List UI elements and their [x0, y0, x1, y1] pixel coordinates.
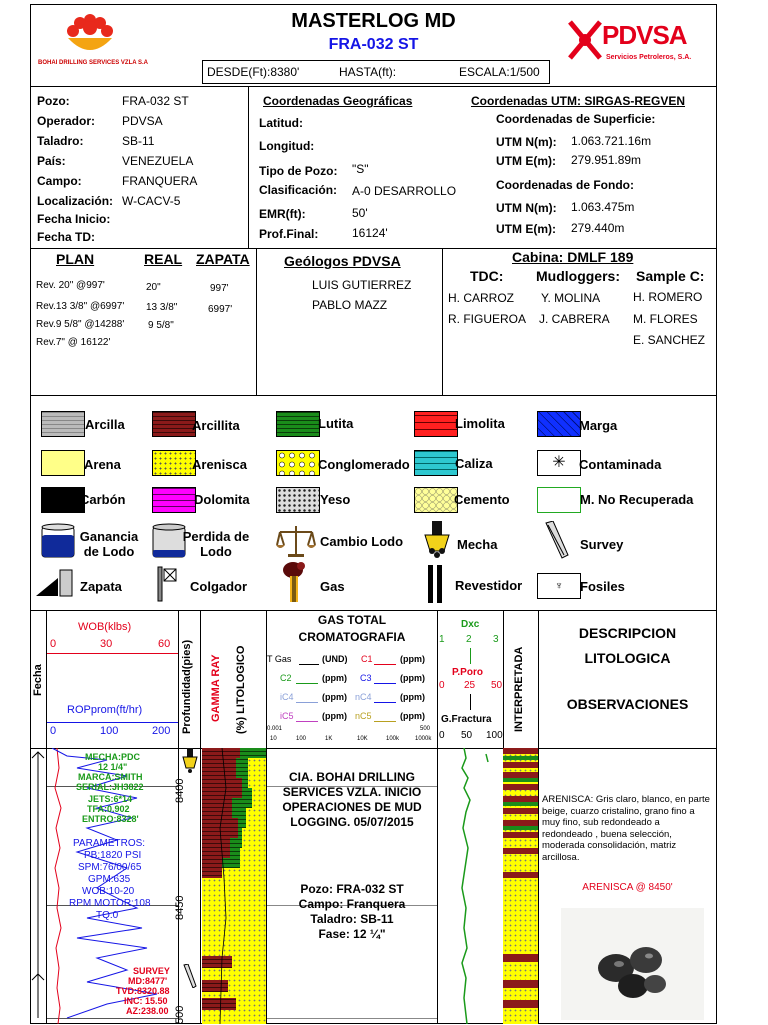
prof-final-label: Prof.Final:	[259, 227, 319, 241]
zapata-icon	[36, 568, 76, 598]
mecha-line-1: 12 1/4"	[98, 762, 128, 772]
label-pais: País:	[37, 154, 66, 168]
label-fecha-td: Fecha TD:	[37, 230, 96, 244]
bohai-logo-text: BOHAI DRILLING SERVICES VZLA S.A	[38, 60, 149, 66]
utm-fondo-n-label: UTM N(m):	[496, 201, 557, 215]
rop-scale-line	[47, 722, 178, 723]
nc5-label: nC5	[355, 711, 372, 721]
conglomerado-label: Conglomerado	[318, 457, 410, 472]
emr-value: 50'	[352, 206, 368, 220]
rop-header: ROPprom(ft/hr)	[67, 704, 143, 716]
sample-name-1: M. FLORES	[633, 312, 698, 326]
carbon-label: Carbón	[80, 492, 126, 507]
gas-scale-10: 10	[270, 736, 277, 742]
mecha-line-0: MECHA:PDC	[85, 752, 140, 762]
sep-gas	[437, 610, 438, 748]
survey-line-0: SURVEY	[133, 966, 170, 976]
ganancia-lodo-icon	[41, 523, 75, 559]
utm-fondo-e-value: 279.440m	[571, 221, 625, 235]
casing-table	[30, 248, 257, 395]
mecha-line-6: ENTRO:8328'	[82, 814, 139, 824]
depth-range-box	[202, 60, 550, 84]
mecha-icon	[422, 521, 452, 559]
tgas-line	[299, 664, 319, 665]
sep-dxc	[503, 610, 504, 748]
geologo-name-1: PABLO MAZZ	[312, 298, 388, 312]
cambio-lodo-icon	[276, 523, 316, 559]
ic5-unit: (ppm)	[322, 711, 347, 721]
gas-scale-10k: 10K	[357, 736, 368, 742]
depth-survey-icon	[182, 964, 198, 988]
tgas-label: T Gas	[267, 654, 292, 664]
center-note-0: CIA. BOHAI DRILLING	[289, 770, 415, 784]
mudlogger-name-1: J. CABRERA	[539, 312, 610, 326]
gas-scale-max: 500	[420, 726, 431, 732]
survey-line-3: INC: 15.50	[124, 996, 168, 1006]
gas-scale-100k: 100k	[386, 736, 400, 742]
mecha-line-5: TFA:0.902	[87, 804, 130, 814]
gfractura-header: G.Fractura	[441, 714, 492, 725]
sep-fecha	[46, 610, 47, 748]
arena-label: Arena	[84, 457, 121, 472]
casing-plan-2: Rev.9 5/8" @14288'	[36, 319, 125, 330]
litologica-header: LITOLOGICA	[584, 650, 671, 666]
utm-coords	[470, 86, 717, 248]
gas-scale-1000k: 1000k	[415, 736, 432, 742]
depth-label-8450: 8450	[174, 895, 186, 920]
param-line-6: TQ:0	[96, 910, 119, 921]
descripcion-header: DESCRIPCION	[578, 625, 677, 641]
fecha-header: Fecha	[32, 664, 44, 696]
geologo-name-0: LUIS GUTIERREZ	[312, 278, 412, 292]
label-pozo: Pozo:	[37, 94, 70, 108]
gas-icon	[281, 560, 311, 604]
ic5-label: iC5	[280, 711, 294, 721]
sample-photo	[561, 908, 704, 1020]
c1-line	[374, 664, 396, 665]
gamma-header: GAMMA RAY	[210, 654, 222, 722]
utm-fondo-n-value: 1.063.475m	[571, 200, 635, 214]
rop-tick-0: 0	[50, 725, 57, 737]
tdc-name-0: H. CARROZ	[448, 291, 514, 305]
caliza-swatch	[414, 450, 458, 476]
caliza-label: Caliza	[455, 456, 493, 471]
cromatografia-header: CROMATOGRAFIA	[298, 630, 406, 644]
arena-swatch	[41, 450, 85, 476]
pdvsa-logo-sub: Servicios Petroleros, S.A.	[606, 54, 692, 61]
utm-fondo-title: Coordenadas de Fondo:	[496, 178, 634, 192]
geo-lat-label: Latitud:	[259, 116, 303, 130]
limolita-label: Limolita	[455, 416, 505, 431]
utm-sup-n-value: 1.063.721.16m	[571, 134, 652, 148]
nc4-label: nC4	[355, 692, 372, 702]
track-header	[30, 610, 717, 749]
param-line-1: PB:1820 PSI	[84, 850, 142, 861]
photo-label: ARENISCA @ 8450'	[582, 882, 673, 893]
cemento-swatch	[414, 487, 458, 513]
utm-sup-title: Coordenadas de Superficie:	[496, 112, 656, 126]
colgador-label: Colgador	[190, 579, 248, 594]
casing-real-0: 20"	[146, 282, 161, 293]
rop-tick-1: 100	[100, 725, 119, 737]
fecha-track-marks	[30, 748, 46, 1024]
gas-scale-1k: 1K	[325, 736, 333, 742]
casing-plan-1: Rev.13 3/8" @6997'	[36, 301, 125, 312]
gfract-tick-1: 50	[461, 730, 473, 741]
c2-label: C2	[280, 673, 292, 683]
wob-scale-line	[47, 653, 178, 654]
gas-grid-8500	[267, 1018, 437, 1019]
gamma-ray-curve	[202, 748, 266, 1024]
dxc-scale-line	[470, 648, 471, 664]
survey-line-4: AZ:238.00	[126, 1006, 169, 1016]
clasificacion-label: Clasificación:	[259, 183, 338, 197]
pporo-header: P.Poro	[452, 667, 483, 678]
survey-line-1: MD:8477'	[128, 976, 168, 986]
arenisca-label: Arenisca	[192, 457, 247, 472]
litologico-header: (%) LITOLOGICO	[235, 645, 247, 734]
interpretada-column	[503, 748, 538, 1024]
pozo-info-3: Fase: 12 ¼"	[318, 927, 386, 941]
lutita-label: Lutita	[318, 416, 354, 431]
label-fecha-inicio: Fecha Inicio:	[37, 212, 111, 226]
utm-sup-e-value: 279.951.89m	[571, 153, 642, 167]
fosiles-label: Fosiles	[580, 579, 625, 594]
interpretada-header: INTERPRETADA	[513, 646, 525, 732]
depth-label-8500: 500	[174, 1005, 186, 1024]
pozo-info-2: Taladro: SB-11	[310, 912, 394, 926]
mudloggers-title: Mudloggers:	[536, 268, 620, 284]
hasta-label: HASTA(ft):	[339, 65, 397, 79]
gfract-tick-0: 0	[439, 730, 445, 741]
geo-lon-label: Longitud:	[259, 139, 315, 153]
well-info-left	[30, 86, 249, 248]
dolomita-label: Dolomita	[194, 492, 250, 507]
label-operador: Operador:	[37, 114, 96, 128]
legend	[30, 395, 717, 611]
casing-plan-header: PLAN	[56, 251, 95, 267]
nc5-unit: (ppm)	[400, 711, 425, 721]
pporo-tick-1: 25	[464, 680, 476, 691]
zapata-label: Zapata	[80, 579, 122, 594]
utm-sup-e-label: UTM E(m):	[496, 154, 556, 168]
contaminada-label: Contaminada	[579, 457, 662, 472]
gas-label: Gas	[320, 579, 345, 594]
c2-line	[296, 683, 318, 684]
sample-name-2: E. SANCHEZ	[633, 333, 706, 347]
rop-tick-2: 200	[152, 725, 171, 737]
arcillita-swatch	[152, 411, 196, 437]
revestidor-label: Revestidor	[455, 578, 523, 593]
center-note-3: LOGGING. 05/07/2015	[290, 815, 414, 829]
dxc-curve	[438, 748, 503, 1024]
param-line-3: GPM:635	[88, 874, 131, 885]
revestidor-icon	[426, 565, 446, 603]
c3-line	[374, 683, 396, 684]
casing-plan-3: Rev.7" @ 16122'	[36, 337, 111, 348]
log-body	[30, 748, 717, 1024]
survey-line-2: TVD:8320.88	[116, 986, 170, 996]
perdida-lodo-icon	[152, 523, 186, 559]
sample-title: Sample C:	[636, 268, 705, 284]
c3-label: C3	[360, 673, 372, 683]
utm-title: Coordenadas UTM: SIRGAS-REGVEN	[471, 94, 686, 108]
lutita-swatch	[276, 411, 320, 437]
well-title: FRA-032 ST	[328, 36, 419, 53]
ic4-line	[296, 702, 318, 703]
mecha-line-4: JETS:6*14	[88, 794, 133, 804]
header	[30, 4, 717, 87]
mudlogger-name-0: Y. MOLINA	[541, 291, 601, 305]
utm-sup-n-label: UTM N(m):	[496, 135, 557, 149]
mecha-line-3: SERIAL:JH3822	[76, 782, 144, 792]
well-info-section	[30, 86, 717, 249]
gas-total-header: GAS TOTAL	[317, 613, 387, 627]
ic4-unit: (ppm)	[322, 692, 347, 702]
sample-name-0: H. ROMERO	[633, 290, 703, 304]
utm-fondo-e-label: UTM E(m):	[496, 222, 556, 236]
center-note-1: SERVICES VZLA. INICIO	[282, 785, 422, 799]
c1-unit: (ppm)	[400, 654, 425, 664]
wob-tick-2: 60	[158, 638, 171, 650]
nc5-line	[374, 721, 396, 722]
tipo-pozo-label: Tipo de Pozo:	[259, 164, 338, 178]
value-pozo: FRA-032 ST	[122, 94, 189, 108]
tipo-pozo-value: "S"	[352, 162, 369, 176]
conglomerado-swatch	[276, 450, 320, 476]
pdvsa-logo	[564, 14, 714, 74]
gfract-tick-2: 100	[486, 730, 503, 741]
clasificacion-value: A-0 DESARROLLO	[352, 184, 457, 198]
pporo-scale-line	[470, 694, 471, 710]
dxc-tick-0: 1	[439, 634, 445, 645]
nc4-unit: (ppm)	[400, 692, 425, 702]
dolomita-swatch	[152, 487, 196, 513]
dxc-header: Dxc	[461, 619, 480, 630]
marga-swatch	[537, 411, 581, 437]
ganancia-lodo-label: Ganancia de Lodo	[79, 529, 139, 559]
escala-label: ESCALA:1/500	[459, 65, 540, 79]
page-title: MASTERLOG MD	[291, 10, 456, 32]
mecha-line-2: MARCA:SMITH	[78, 772, 143, 782]
marga-label: Marga	[579, 418, 618, 433]
no-recuperada-swatch	[537, 487, 581, 513]
carbon-swatch	[41, 487, 85, 513]
geo-title: Coordenadas Geográficas	[263, 94, 413, 108]
c2-unit: (ppm)	[322, 673, 347, 683]
fosiles-swatch: ♆	[537, 573, 581, 599]
colgador-icon	[154, 563, 184, 603]
arenisca-swatch	[152, 450, 196, 476]
arcilla-label: Arcilla	[85, 417, 125, 432]
param-line-2: SPM:76/00/65	[78, 862, 142, 873]
ic4-label: iC4	[280, 692, 294, 702]
depth-label-8400: 8400	[174, 778, 186, 803]
pporo-tick-2: 50	[491, 680, 503, 691]
yeso-swatch	[276, 487, 320, 513]
pporo-tick-0: 0	[439, 680, 445, 691]
observaciones-header: OBSERVACIONES	[566, 696, 689, 712]
geo-coords	[248, 86, 470, 248]
casing-zapata-0: 997'	[210, 283, 229, 294]
crew-section	[30, 248, 717, 396]
perdida-lodo-label: Perdida de Lodo	[182, 529, 250, 559]
value-operador: PDVSA	[122, 114, 163, 128]
center-note-2: OPERACIONES DE MUD	[282, 800, 422, 814]
pozo-info-0: Pozo: FRA-032 ST	[300, 882, 404, 896]
gas-scale-100: 100	[296, 736, 307, 742]
arcillita-label: Arcillita	[192, 418, 240, 433]
no-recuperada-label: M. No Recuperada	[580, 492, 694, 507]
tgas-unit: (UND)	[322, 654, 348, 664]
value-campo: FRANQUERA	[122, 174, 198, 188]
casing-zapata-header: ZAPATA	[196, 251, 250, 267]
body-sep-depth	[200, 748, 201, 1024]
survey-label: Survey	[580, 537, 624, 552]
casing-real-1: 13 3/8"	[146, 302, 178, 313]
cabina-title: Cabina: DMLF 189	[512, 249, 634, 265]
param-line-5: RPM MOTOR:108	[69, 898, 151, 909]
label-campo: Campo:	[37, 174, 82, 188]
prof-final-value: 16124'	[352, 226, 388, 240]
contaminada-swatch: ✳	[537, 450, 581, 476]
arcilla-swatch	[41, 411, 85, 437]
tdc-title: TDC:	[470, 268, 504, 284]
dxc-tick-1: 2	[466, 634, 472, 645]
ic5-line	[296, 721, 318, 722]
tdc-name-1: R. FIGUEROA	[448, 312, 527, 326]
pdvsa-logo-name: PDVSA	[602, 20, 687, 50]
value-localizacion: W-CACV-5	[122, 194, 181, 208]
geologos-block	[256, 248, 443, 395]
dxc-tick-2: 3	[493, 634, 499, 645]
depth-mecha-icon	[182, 748, 198, 774]
param-line-0: PARAMETROS:	[73, 838, 146, 849]
sep-depth	[200, 610, 201, 748]
desde-label: DESDE(Ft):8380'	[207, 65, 300, 79]
cemento-label: Cemento	[454, 492, 510, 507]
casing-real-header: REAL	[144, 251, 183, 267]
gas-scale-min: 0.001	[267, 726, 283, 732]
yeso-label: Yeso	[320, 492, 351, 507]
emr-label: EMR(ft):	[259, 207, 306, 221]
c1-label: C1	[361, 654, 373, 664]
sep-params	[178, 610, 179, 748]
wob-tick-0: 0	[50, 638, 57, 650]
limolita-swatch	[414, 411, 458, 437]
wob-header: WOB(klbs)	[78, 621, 132, 633]
value-pais: VENEZUELA	[122, 154, 194, 168]
geologos-title: Geólogos PDVSA	[284, 253, 401, 269]
profundidad-header: Profundidad(pies)	[181, 639, 193, 734]
survey-icon	[542, 521, 572, 559]
nc4-line	[374, 702, 396, 703]
mecha-label: Mecha	[457, 537, 498, 552]
cabina-block	[442, 248, 717, 395]
casing-zapata-1: 6997'	[208, 304, 233, 315]
param-line-4: WOB:10-20	[82, 886, 135, 897]
cambio-lodo-label: Cambio Lodo	[320, 534, 404, 549]
label-localizacion: Localización:	[37, 194, 114, 208]
casing-real-2: 9 5/8"	[148, 320, 174, 331]
lithology-description: ARENISCA: Gris claro, blanco, en parte beige, cuarzo cristalino, grano fino a muy fino, sub redondeado a redondeado , buena selección, moderada consolidación, matriz arcillosa.	[542, 794, 710, 863]
c3-unit: (ppm)	[400, 673, 425, 683]
label-taladro: Taladro:	[37, 134, 84, 148]
pozo-info-1: Campo: Franquera	[298, 897, 406, 911]
wob-tick-1: 30	[100, 638, 113, 650]
casing-plan-0: Rev. 20" @997'	[36, 280, 105, 291]
value-taladro: SB-11	[122, 134, 155, 148]
